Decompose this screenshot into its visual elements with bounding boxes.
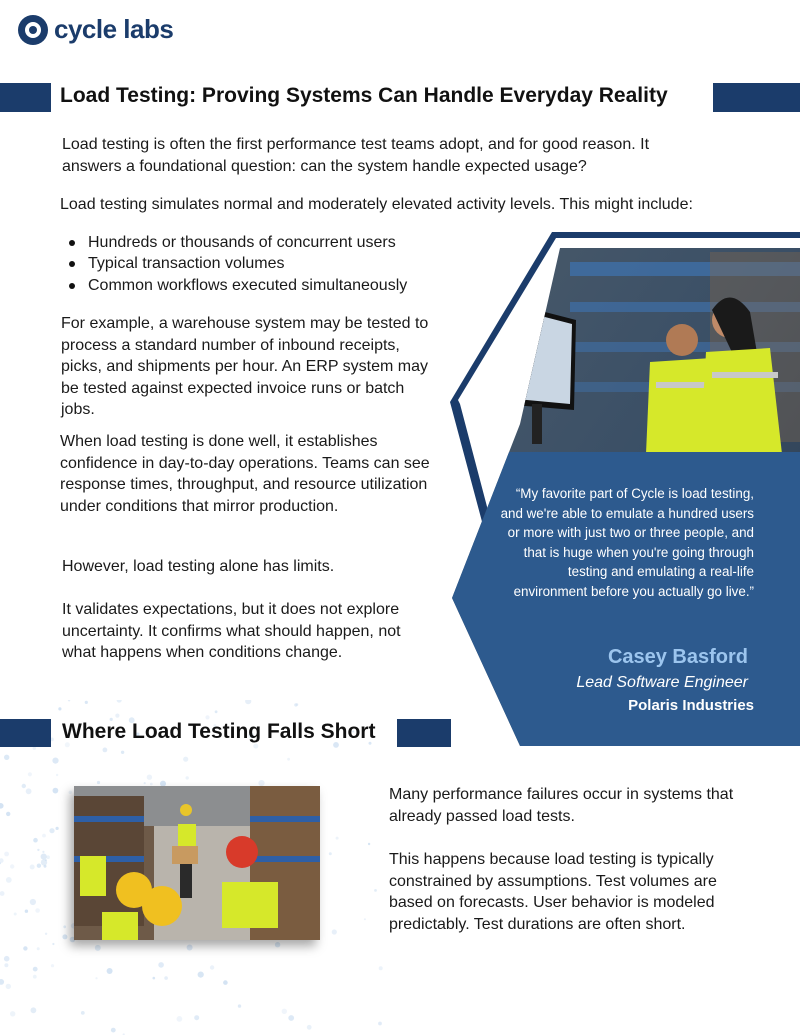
cycle-logo-icon (18, 15, 48, 45)
limits-paragraph: However, load testing alone has limits. (62, 558, 335, 575)
lead-paragraph: Load testing simulates normal and moderately elevated activity levels. This might include: (60, 196, 693, 213)
done-well-paragraph: When load testing is done well, it establishes confidence in day-to-day operations. Teams can see response times, throughput, and resource utilization under conditions that mirror production. (60, 433, 430, 515)
example-paragraph: For example, a warehouse system may be tested to process a standard number of inbound receipts, picks, and shipments per hour. An ERP system may be tested against expected invoice runs or batch jobs. (61, 315, 429, 419)
heading-left-bar (0, 83, 51, 112)
section2-heading: Where Load Testing Falls Short (62, 720, 376, 743)
validates-paragraph: It validates expectations, but it does not explore uncertainty. It confirms what should happen, not what happens when conditions change. (62, 601, 401, 662)
testimonial-quote: “My favorite part of Cycle is load testing, and we're able to emulate a hundred users or more with just two or three people, and that is huge when you're going through testing and emulating a real-life environment before you actually go live.” (500, 486, 754, 599)
heading2-left-bar (0, 719, 51, 747)
logo-text: cycle labs (54, 14, 174, 44)
section-heading: Load Testing: Proving Systems Can Handle Everyday Reality (60, 84, 668, 107)
testimonial-title: Lead Software Engineer (576, 674, 748, 691)
list-item: Hundreds or thousands of concurrent users (61, 232, 441, 253)
list-item: Common workflows executed simultaneously (61, 275, 441, 296)
testimonial-name: Casey Basford (607, 646, 748, 668)
testimonial-company: Polaris Industries (628, 697, 754, 714)
section2-paragraph-1: Many performance failures occur in systems that already passed load tests. (389, 786, 734, 825)
intro-paragraph: Load testing is often the first performance test teams adopt, and for good reason. It answers a foundational question: can the system handle expected usage? (62, 136, 650, 175)
warehouse-workers-photo (74, 786, 320, 940)
section2-paragraph-2: This happens because load testing is typically constrained by assumptions. Test volumes are based on forecasts. User behavior is modeled predictably. Test durations are often short. (389, 851, 717, 933)
cycle-labs-logo (18, 14, 173, 45)
bullet-list (61, 232, 441, 296)
heading2-right-bar (397, 719, 451, 747)
list-item: Typical transaction volumes (61, 253, 441, 274)
heading-right-bar (713, 83, 800, 112)
